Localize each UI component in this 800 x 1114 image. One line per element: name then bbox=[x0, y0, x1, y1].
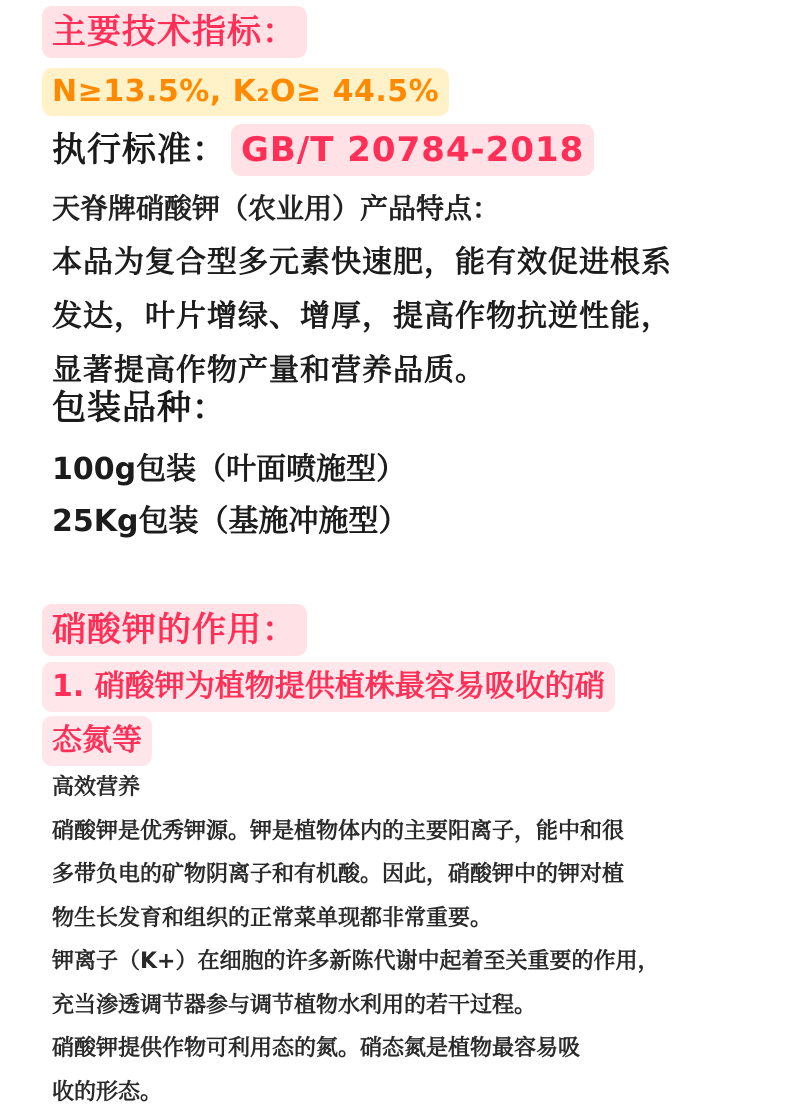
function-item-1-line: 态氮等 bbox=[42, 716, 152, 766]
functions-body bbox=[52, 766, 659, 1114]
features-heading: 天脊牌硝酸钾（农业用）产品特点： bbox=[52, 192, 500, 225]
body-line: 硝酸钾提供作物可利用态的氮。硝态氮是植物最容易吸 bbox=[52, 1027, 659, 1071]
features-paragraph bbox=[52, 236, 672, 398]
function-item-1-line: 1. 硝酸钾为植物提供植株最容易吸收的硝 bbox=[42, 662, 615, 712]
standard-value: GB/T 20784-2018 bbox=[231, 124, 594, 176]
spec-title: 主要技术指标： bbox=[42, 6, 307, 58]
body-line: 收的形态。 bbox=[52, 1071, 659, 1114]
body-line: 钾离子（K+）在细胞的许多新陈代谢中起着至关重要的作用， bbox=[52, 940, 659, 984]
features-heading-block bbox=[52, 188, 500, 230]
spec-title-block bbox=[52, 6, 307, 58]
nutrients-value: N≥13.5%, K₂O≥ 44.5% bbox=[42, 68, 449, 116]
body-line: 高效营养 bbox=[52, 766, 659, 810]
body-line: 硝酸钾是优秀钾源。钾是植物体内的主要阳离子，能中和很 bbox=[52, 810, 659, 854]
packaging-title-block bbox=[52, 384, 227, 432]
packaging-list bbox=[52, 444, 408, 548]
body-line: 物生长发育和组织的正常菜单现都非常重要。 bbox=[52, 897, 659, 941]
nutrients-block bbox=[52, 68, 449, 116]
standard-label: 执行标准： bbox=[52, 130, 227, 170]
body-line: 充当渗透调节器参与调节植物水利用的若干过程。 bbox=[52, 984, 659, 1028]
packaging-item: 100g包装（叶面喷施型） bbox=[52, 444, 408, 496]
packaging-title: 包装品种： bbox=[52, 388, 227, 428]
standard-block bbox=[52, 124, 594, 176]
features-line: 显著提高作物产量和营养品质。 bbox=[52, 344, 672, 398]
body-line: 多带负电的矿物阴离子和有机酸。因此，硝酸钾中的钾对植 bbox=[52, 853, 659, 897]
packaging-item: 25Kg包装（基施冲施型） bbox=[52, 496, 408, 548]
features-line: 发达，叶片增绿、增厚，提高作物抗逆性能， bbox=[52, 290, 672, 344]
functions-title: 硝酸钾的作用： bbox=[42, 604, 307, 656]
function-item-1 bbox=[52, 662, 615, 766]
functions-title-block bbox=[52, 604, 307, 656]
features-line: 本品为复合型多元素快速肥，能有效促进根系 bbox=[52, 236, 672, 290]
